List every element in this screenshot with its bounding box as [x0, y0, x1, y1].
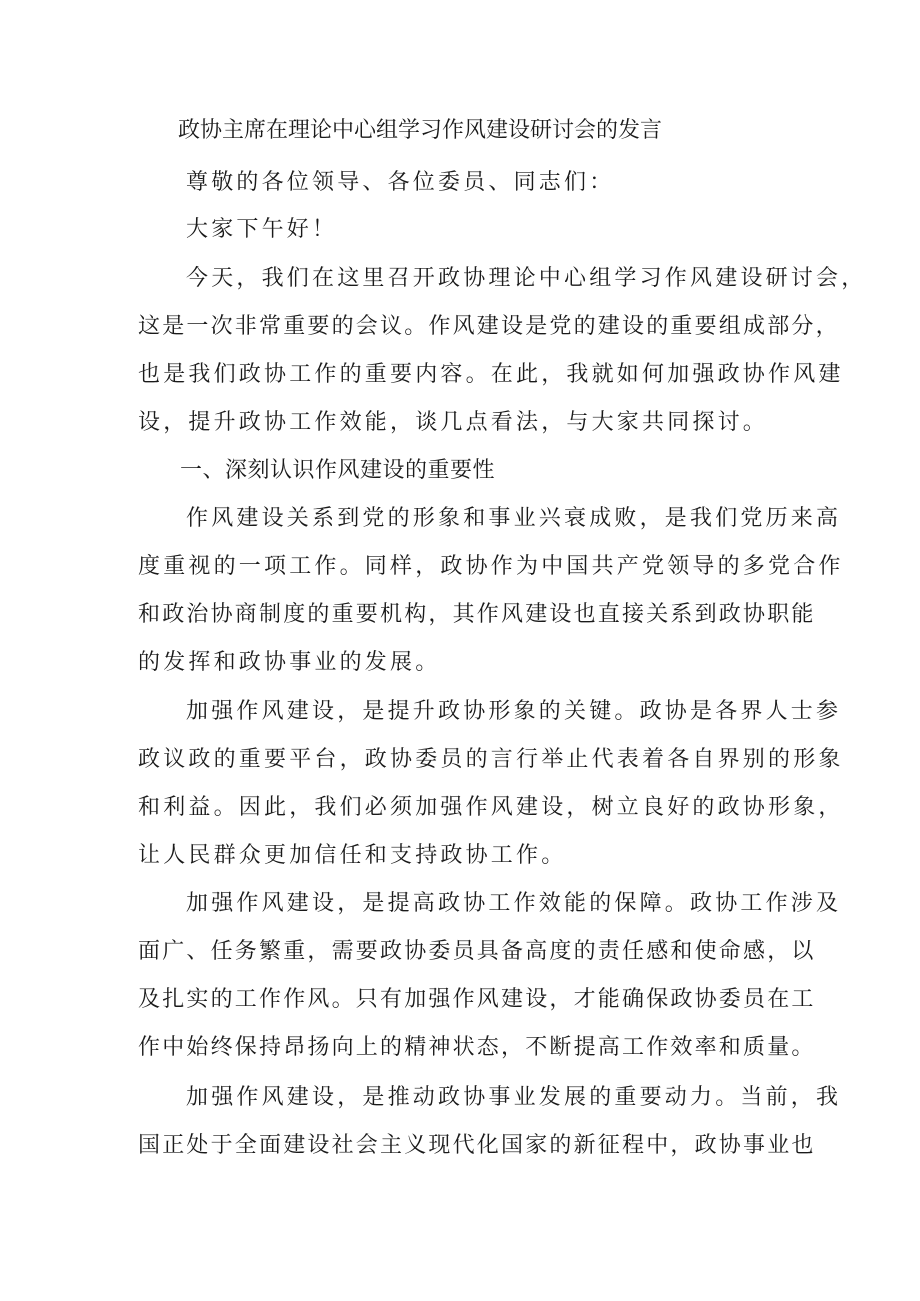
paragraph-line: 政议政的重要平台，政协委员的言行举止代表着各自界别的形象 [138, 747, 844, 772]
greeting-line: 尊敬的各位领导、各位委员、同志们： [186, 170, 615, 195]
paragraph-line: 让人民群众更加信任和支持政协工作。 [138, 843, 567, 868]
salutation-line: 大家下午好！ [186, 217, 338, 242]
paragraph-line: 和利益。因此，我们必须加强作风建设，树立良好的政协形象， [138, 795, 844, 820]
paragraph-line: 度重视的一项工作。同样，政协作为中国共产党领导的多党合作 [138, 554, 844, 579]
section-heading: 一、深刻认识作风建设的重要性 [180, 458, 496, 483]
paragraph-line: 加强作风建设，是推动政协事业发展的重要动力。当前，我 [186, 1085, 842, 1110]
paragraph-line: 设，提升政协工作效能，谈几点看法，与大家共同探讨。 [138, 410, 769, 435]
paragraph-line: 加强作风建设，是提高政协工作效能的保障。政协工作涉及 [186, 891, 842, 916]
paragraph-line: 和政治协商制度的重要机构，其作风建设也直接关系到政协职能 [138, 602, 816, 627]
paragraph-line: 今天，我们在这里召开政协理论中心组学习作风建设研讨会， [186, 266, 867, 291]
paragraph-line: 面广、任务繁重，需要政协委员具备高度的责任感和使命感，以 [138, 939, 816, 964]
paragraph-line: 及扎实的工作作风。只有加强作风建设，才能确保政协委员在工 [138, 987, 816, 1012]
paragraph-line: 也是我们政协工作的重要内容。在此，我就如何加强政协作风建 [138, 362, 844, 387]
paragraph-line: 国正处于全面建设社会主义现代化国家的新征程中，政协事业也 [138, 1133, 816, 1158]
paragraph-line: 作风建设关系到党的形象和事业兴衰成败，是我们党历来高 [186, 506, 842, 531]
paragraph-line: 作中始终保持昂扬向上的精神状态，不断提高工作效率和质量。 [138, 1035, 816, 1060]
document-title: 政协主席在理论中心组学习作风建设研讨会的发言 [178, 118, 663, 143]
paragraph-line: 加强作风建设，是提升政协形象的关键。政协是各界人士参 [186, 699, 842, 724]
paragraph-line: 的发挥和政协事业的发展。 [138, 650, 441, 675]
paragraph-line: 这是一次非常重要的会议。作风建设是党的建设的重要组成部分， [138, 314, 840, 339]
